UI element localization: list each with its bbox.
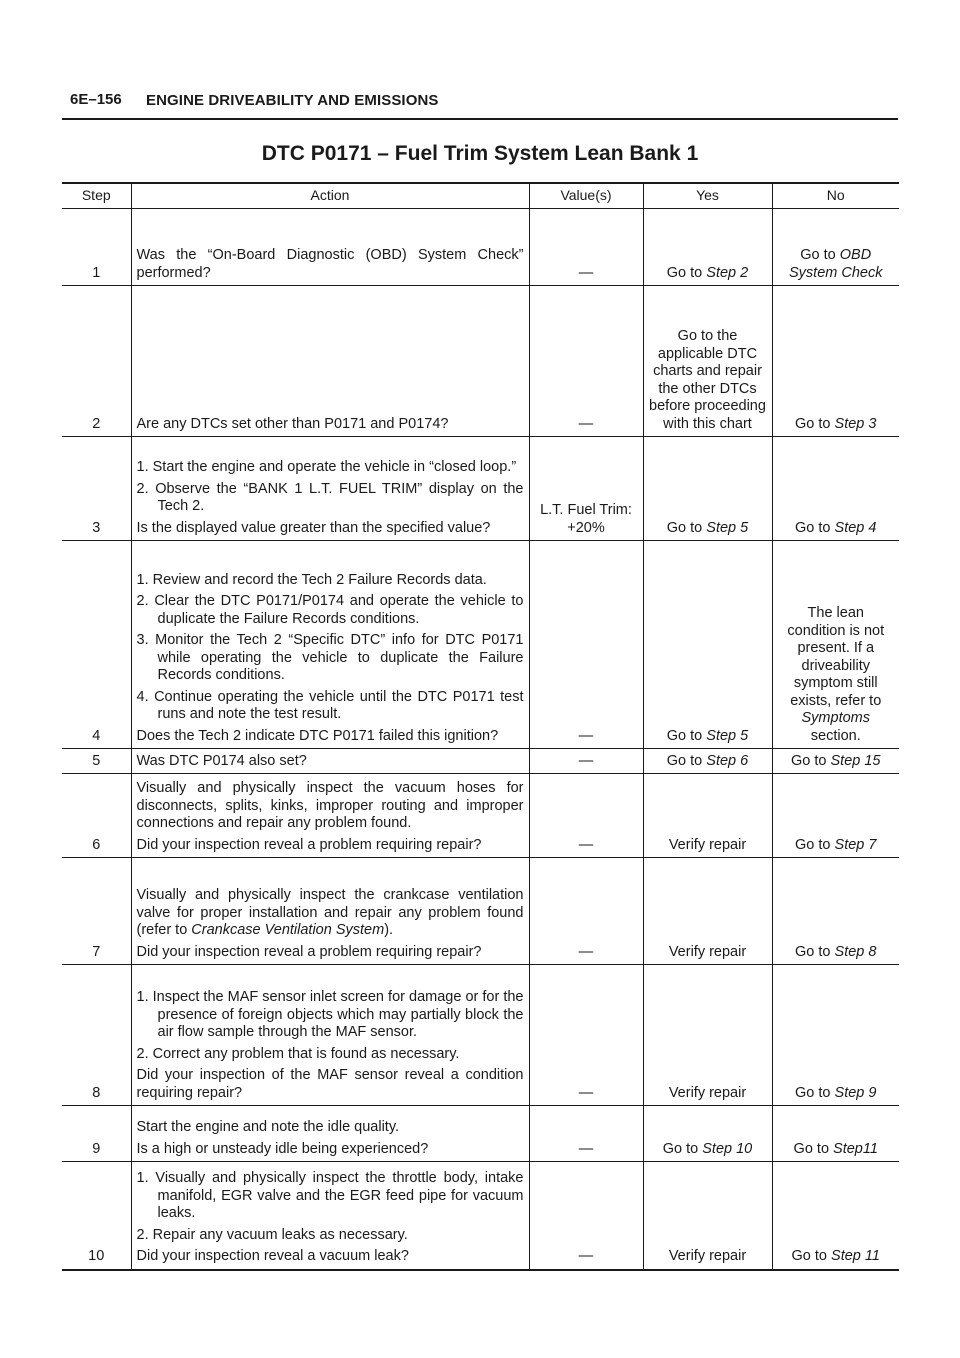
action-item: 3. Monitor the Tech 2 “Specific DTC” info for DTC P0171 while operating the vehicle to duplicate the Failure Records conditions. bbox=[136, 632, 524, 683]
value-cell: — bbox=[529, 965, 643, 1106]
step-number: 8 bbox=[62, 965, 131, 1106]
cell-text: Verify repair bbox=[668, 1248, 747, 1264]
action-item: 1. Visually and physically inspect the throttle body, intake manifold, EGR valve and the EGR feed pipe for vacuum leaks. bbox=[136, 1170, 524, 1221]
action-item: 1. Inspect the MAF sensor inlet screen for damage or for the presence of foreign objects which may partially block the air flow sample through the MAF sensor. bbox=[136, 989, 524, 1040]
action-question: Is the displayed value greater than the specified value? bbox=[136, 519, 491, 536]
value-cell: L.T. Fuel Trim: +20% bbox=[529, 437, 643, 541]
step-number: 3 bbox=[62, 437, 131, 541]
table-row bbox=[62, 541, 899, 749]
table-row bbox=[62, 774, 899, 858]
action-item: 1. Review and record the Tech 2 Failure Records data. bbox=[136, 571, 487, 588]
action-reference: Crankcase Ventilation System bbox=[191, 922, 385, 938]
cell-text: Verify repair bbox=[668, 836, 747, 853]
table-row bbox=[62, 437, 899, 541]
cell-text: The lean condition is not present. If a driveability symptom still exists, refer to bbox=[787, 605, 885, 709]
action-question: Did your inspection reveal a problem requiring repair? bbox=[136, 943, 482, 960]
action-item: 1. Start the engine and operate the vehicle in “closed loop.” bbox=[136, 459, 517, 475]
column-header-no: No bbox=[772, 183, 899, 209]
cell-text: Go to bbox=[793, 1140, 834, 1157]
action-intro-text: Was the “On-Board Diagnostic (OBD) System Check” performed? bbox=[136, 247, 524, 281]
yes-cell bbox=[643, 541, 772, 749]
step-number: 5 bbox=[62, 749, 131, 774]
value-cell: — bbox=[529, 1162, 643, 1270]
action-cell bbox=[131, 541, 529, 749]
table-row bbox=[62, 286, 899, 437]
action-item: 4. Continue operating the vehicle until the DTC P0171 test runs and note the test result. bbox=[136, 688, 524, 722]
value-cell: — bbox=[529, 858, 643, 965]
action-intro bbox=[137, 753, 524, 771]
cell-text: Go to bbox=[791, 752, 831, 769]
yes-cell bbox=[643, 1106, 772, 1162]
action-question: Did your inspection reveal a vacuum leak? bbox=[136, 1248, 409, 1264]
action-cell bbox=[131, 774, 529, 858]
no-cell bbox=[772, 965, 899, 1106]
yes-cell bbox=[643, 749, 772, 774]
no-cell bbox=[772, 541, 899, 749]
cell-reference: Step 5 bbox=[706, 519, 749, 536]
value-cell: — bbox=[529, 209, 643, 286]
no-cell bbox=[772, 1106, 899, 1162]
no-cell bbox=[772, 1162, 899, 1270]
cell-reference: Symptoms bbox=[801, 710, 870, 726]
cell-reference: Step 9 bbox=[834, 1084, 877, 1101]
cell-reference: Step 8 bbox=[834, 943, 877, 960]
table-row bbox=[62, 858, 899, 965]
action-question: Did your inspection of the MAF sensor reveal a condition requiring repair? bbox=[136, 1067, 524, 1101]
action-item: 2. Repair any vacuum leaks as necessary. bbox=[136, 1226, 408, 1243]
column-header-step: Step bbox=[62, 183, 131, 209]
value-cell: — bbox=[529, 749, 643, 774]
action-intro bbox=[137, 416, 524, 434]
column-header-action: Action bbox=[131, 183, 529, 209]
action-intro-text: Start the engine and note the idle quality. bbox=[136, 1119, 400, 1135]
cell-reference: Step 10 bbox=[702, 1140, 753, 1157]
cell-text: Go to bbox=[800, 247, 840, 263]
action-cell bbox=[131, 1162, 529, 1270]
cell-text: Go to the applicable DTC charts and repair the other DTCs before proceeding with this chart bbox=[649, 328, 766, 432]
cell-text: Go to bbox=[795, 943, 835, 960]
no-cell bbox=[772, 774, 899, 858]
action-intro-text: Was DTC P0174 also set? bbox=[136, 752, 307, 769]
cell-text: Go to bbox=[795, 415, 835, 432]
step-number: 7 bbox=[62, 858, 131, 965]
cell-text: Go to bbox=[795, 836, 835, 853]
action-intro-text: Visually and physically inspect the vacuum hoses for disconnects, splits, kinks, improper routing and improper connections and repair any problem found. bbox=[136, 780, 524, 831]
no-cell bbox=[772, 209, 899, 286]
value-cell: — bbox=[529, 541, 643, 749]
cell-text: Go to bbox=[666, 752, 707, 769]
cell-text: Verify repair bbox=[668, 1084, 747, 1101]
action-question: Does the Tech 2 indicate DTC P0171 failed this ignition? bbox=[136, 727, 499, 744]
cell-text: Go to bbox=[791, 1248, 832, 1264]
cell-reference: Step 3 bbox=[834, 415, 877, 432]
action-cell bbox=[131, 858, 529, 965]
value-cell: — bbox=[529, 774, 643, 858]
table-row bbox=[62, 1106, 899, 1162]
value-cell: — bbox=[529, 1106, 643, 1162]
cell-reference: Step 5 bbox=[706, 727, 749, 744]
action-cell bbox=[131, 749, 529, 774]
cell-reference: Step 2 bbox=[706, 264, 749, 281]
step-number: 10 bbox=[62, 1162, 131, 1270]
column-header-yes: Yes bbox=[643, 183, 772, 209]
cell-reference: Step 7 bbox=[834, 836, 877, 853]
table-row bbox=[62, 1162, 899, 1270]
table-row bbox=[62, 209, 899, 286]
page-title: DTC P0171 – Fuel Trim System Lean Bank 1 bbox=[261, 142, 699, 165]
action-cell bbox=[131, 965, 529, 1106]
cell-reference: Step11 bbox=[833, 1140, 878, 1157]
action-intro bbox=[137, 1119, 524, 1137]
action-intro-suffix: ). bbox=[384, 922, 394, 938]
cell-reference: Step 15 bbox=[830, 752, 881, 769]
page-header bbox=[62, 88, 898, 120]
action-cell bbox=[131, 437, 529, 541]
cell-text: Go to bbox=[666, 264, 707, 281]
action-intro-text: Are any DTCs set other than P0171 and P0174? bbox=[136, 415, 449, 432]
yes-cell bbox=[643, 965, 772, 1106]
cell-text: Verify repair bbox=[668, 943, 747, 960]
action-intro bbox=[137, 780, 524, 833]
table-row bbox=[62, 965, 899, 1106]
cell-reference: Step 11 bbox=[831, 1248, 880, 1264]
column-header-values: Value(s) bbox=[529, 183, 643, 209]
no-cell bbox=[772, 858, 899, 965]
cell-text: Go to bbox=[662, 1140, 703, 1157]
step-number: 6 bbox=[62, 774, 131, 858]
cell-text: Go to bbox=[666, 727, 707, 744]
cell-reference: Step 6 bbox=[706, 752, 749, 769]
action-intro bbox=[137, 887, 524, 940]
yes-cell bbox=[643, 774, 772, 858]
cell-text-suffix: section. bbox=[810, 727, 861, 744]
yes-cell bbox=[643, 209, 772, 286]
action-cell bbox=[131, 286, 529, 437]
cell-reference: Step 4 bbox=[834, 519, 877, 536]
action-intro bbox=[137, 247, 524, 282]
step-number: 1 bbox=[62, 209, 131, 286]
action-question: Did your inspection reveal a problem requiring repair? bbox=[136, 836, 482, 853]
action-cell bbox=[131, 209, 529, 286]
action-cell bbox=[131, 1106, 529, 1162]
step-number: 4 bbox=[62, 541, 131, 749]
action-item: 2. Correct any problem that is found as necessary. bbox=[136, 1045, 460, 1062]
cell-reference: OBD System Check bbox=[789, 247, 883, 281]
page-number: 6E–156 bbox=[70, 91, 122, 108]
yes-cell bbox=[643, 437, 772, 541]
diagnostic-table bbox=[62, 182, 899, 1271]
section-title: ENGINE DRIVEABILITY AND EMISSIONS bbox=[146, 92, 439, 109]
yes-cell bbox=[643, 858, 772, 965]
table-row bbox=[62, 749, 899, 774]
no-cell bbox=[772, 286, 899, 437]
yes-cell bbox=[643, 286, 772, 437]
step-number: 9 bbox=[62, 1106, 131, 1162]
action-item: 2. Clear the DTC P0171/P0174 and operate the vehicle to duplicate the Failure Records conditions. bbox=[136, 593, 524, 627]
action-question: Is a high or unsteady idle being experienced? bbox=[136, 1140, 429, 1157]
yes-cell bbox=[643, 1162, 772, 1270]
cell-text: Go to bbox=[666, 519, 707, 536]
table-header-row bbox=[62, 183, 899, 209]
value-cell: — bbox=[529, 286, 643, 437]
no-cell bbox=[772, 437, 899, 541]
cell-text: Go to bbox=[795, 1084, 835, 1101]
action-intro-text: Visually and physically inspect the crankcase ventilation valve for proper installation and repair any problem found (refer to bbox=[136, 887, 524, 938]
step-number: 2 bbox=[62, 286, 131, 437]
no-cell bbox=[772, 749, 899, 774]
cell-text: Go to bbox=[795, 519, 835, 536]
action-item: 2. Observe the “BANK 1 L.T. FUEL TRIM” display on the Tech 2. bbox=[136, 480, 524, 514]
